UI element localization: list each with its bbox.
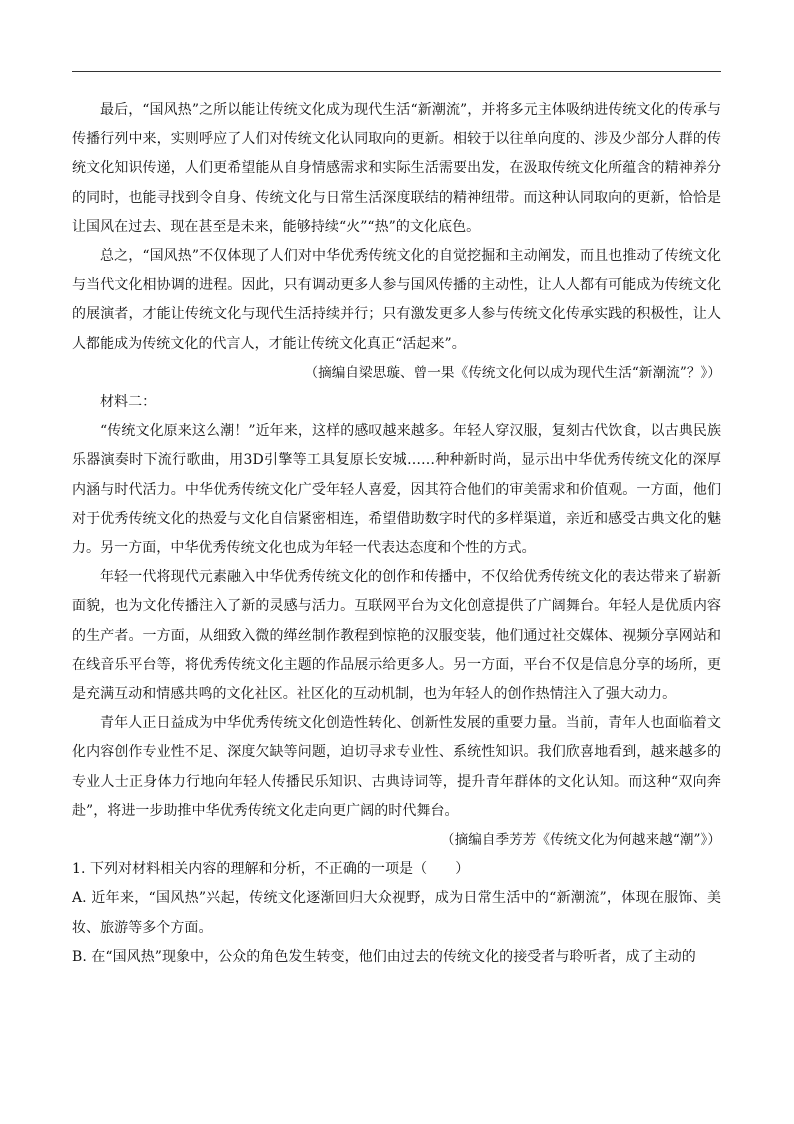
material2-source: （摘编自季芳芳《传统文化为何越来越“潮”》） (440, 832, 721, 849)
question-1-option-a: A. 近年来，“国风热”兴起，传统文化逐渐回归大众视野，成为日常生活中的“新潮流”，体现在服饰、美妆、旅游等多个方面。 (72, 890, 721, 936)
material2-paragraph-2: 年轻一代将现代元素融入中华优秀传统文化的创作和传播中，不仅给优秀传统文化的表达带来了崭新面貌，也为文化传播注入了新的灵感与活力。互联网平台为文化创意提供了广阔舞台。年轻人是优质内容的生产者。一方面，从细致入微的缂丝制作教程到惊艳的汉服变装，他们通过社交媒体、视频分享网站和在线音乐平台等，将优秀传统文化主题的作品展示给更多人。另一方面，平台不仅是信息分享的场所，更是充满互动和情感共鸣的文化社区。社区化的互动机制，也为年轻人的创作热情注入了强大动力。 (72, 569, 721, 703)
material1-source: （摘编自梁思璇、曾一果《传统文化何以成为现代生活“新潮流”？》） (304, 364, 721, 381)
material1-paragraph-summary: 总之，“国风热”不仅体现了人们对中华优秀传统文化的自觉挖掘和主动阐发，而且也推动了传统文化与当代文化相协调的进程。因此，只有调动更多人参与国风传播的主动性，让人人都有可能成为传统文化的展演者，才能让传统文化与现代生活持续并行；只有激发更多人参与传统文化传承实践的积极性，让人人都能成为传统文化的代言人，才能让传统文化真正“活起来”。 (72, 248, 721, 352)
question-1-option-b: B. 在“国风热”现象中，公众的角色发生转变，他们由过去的传统文化的接受者与聆听者，成了主动的 (72, 948, 696, 965)
material2-heading: 材料二： (100, 394, 157, 411)
document-body (72, 96, 721, 972)
material1-paragraph-final: 最后，“国风热”之所以能让传统文化成为现代生活“新潮流”，并将多元主体吸纳进传统文化的传承与传播行列中来，实则呼应了人们对传统文化认同取向的更新。相较于以往单向度的、涉及少部分人群的传统文化知识传递，人们更希望能从自身情感需求和实际生活需要出发，在汲取传统文化所蕴含的精神养分的同时，也能寻找到令自身、传统文化与日常生活深度联结的精神纽带。而这种认同取向的更新，恰恰是让国风在过去、现在甚至是未来，能够持续“火”“热”的文化底色。 (72, 102, 721, 235)
material2-paragraph-3: 青年人正日益成为中华优秀传统文化创造性转化、创新性发展的重要力量。当前，青年人也面临着文化内容创作专业性不足、深度欠缺等问题，迫切寻求专业性、系统性知识。我们欣喜地看到，越来越多的专业人士正身体力行地向年轻人传播民乐知识、古典诗词等，提升青年群体的文化认知。而这种“双向奔赴”，将进一步助推中华优秀传统文化走向更广阔的时代舞台。 (72, 715, 721, 819)
header-rule (72, 71, 721, 72)
material2-paragraph-1: “传统文化原来这么潮！”近年来，这样的感叹越来越多。年轻人穿汉服，复刻古代饮食，以古典民族乐器演奏时下流行歌曲，用3D引擎等工具复原长安城……种种新时尚，显示出中华优秀传统文化的深厚内涵与时代活力。中华优秀传统文化广受年轻人喜爱，因其符合他们的审美需求和价值观。一方面，他们对于优秀传统文化的热爱与文化自信紧密相连，希望借助数字时代的多样渠道，亲近和感受古典文化的魅力。另一方面，中华优秀传统文化也成为年轻一代表达态度和个性的方式。 (72, 423, 721, 557)
question-1-stem: 1. 下列对材料相关内容的理解和分析，不正确的一项是（ ） (72, 861, 470, 878)
